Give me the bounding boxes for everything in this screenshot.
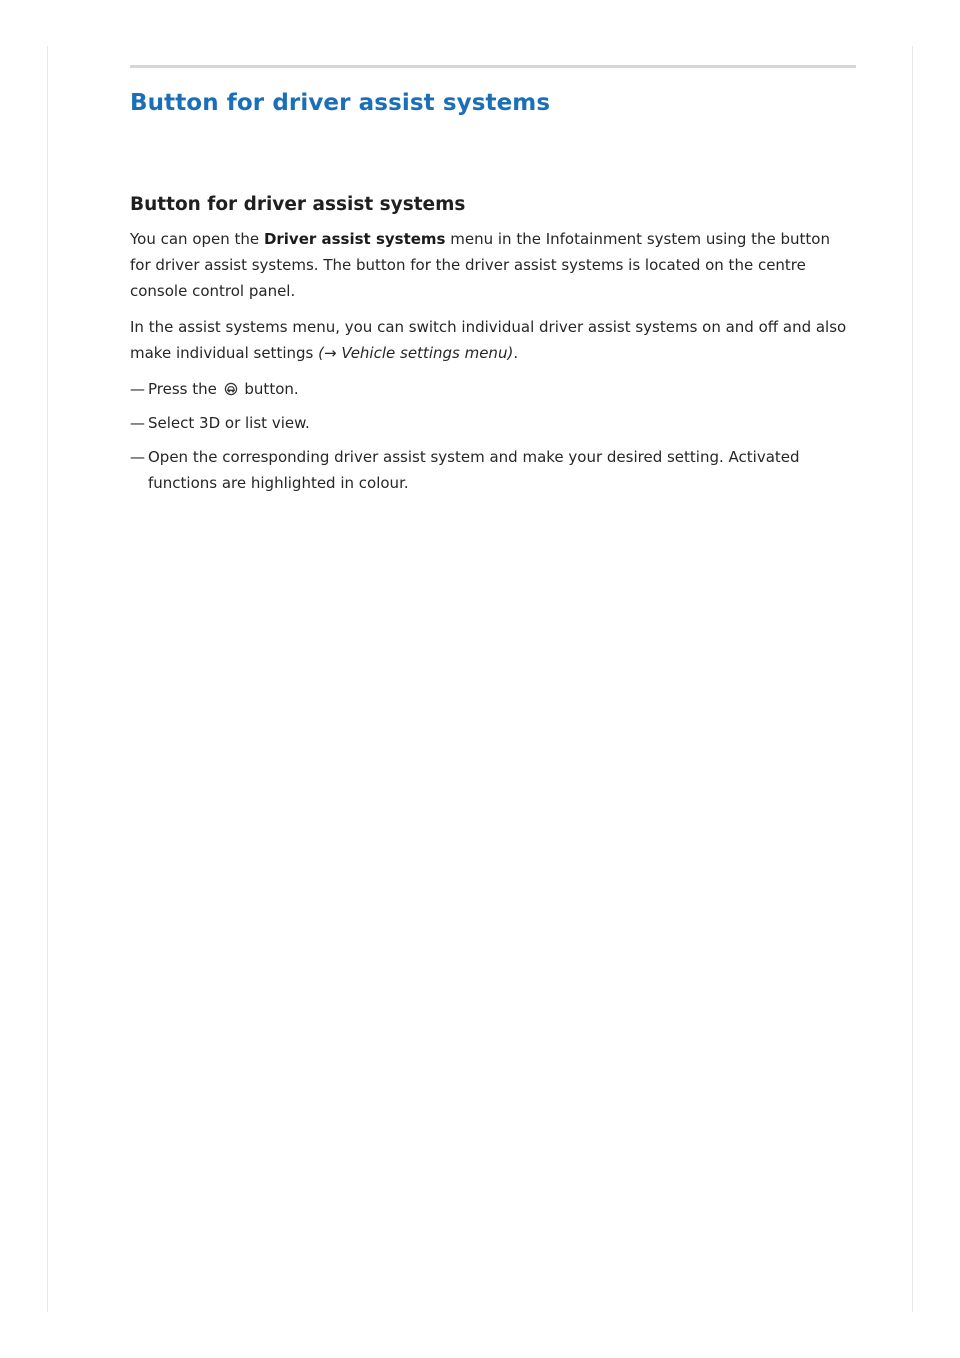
paragraph-intro-post: menu in the Infotainment system using the button for driver assist systems. The button for the driver assist systems is located on the centre console control panel. <box>130 230 830 300</box>
step-dash: — <box>130 380 145 398</box>
paragraph-assist-post: . <box>513 344 519 362</box>
step-text-post: button. <box>239 380 299 398</box>
step-text-pre: Press the <box>148 380 222 398</box>
cross-reference-open: ( <box>318 344 324 362</box>
instruction-steps <box>130 376 850 496</box>
chapter-title: Button for driver assist systems <box>130 90 551 116</box>
page-border-left <box>47 46 48 1312</box>
step-item <box>130 376 850 402</box>
step-text: Open the corresponding driver assist system and make your desired setting. Activated functions are highlighted in colour. <box>148 448 800 492</box>
page-border-right <box>912 46 913 1312</box>
section-content <box>130 190 850 504</box>
cross-reference-text: Vehicle settings menu) <box>336 344 514 362</box>
paragraph-intro <box>130 226 850 304</box>
step-dash: — <box>130 448 145 466</box>
cross-reference-link[interactable] <box>318 344 513 362</box>
paragraph-intro-pre: You can open the <box>130 230 264 248</box>
step-dash: — <box>130 414 145 432</box>
step-text: Select 3D or list view. <box>148 414 310 432</box>
menu-name-driver-assist: Driver assist systems <box>263 230 446 248</box>
step-item <box>130 444 850 496</box>
arrow-right-icon: → <box>323 344 337 362</box>
section-title: Button for driver assist systems <box>130 194 466 215</box>
step-item <box>130 410 850 436</box>
header-divider <box>130 65 856 68</box>
paragraph-assist-menu <box>130 314 850 366</box>
paragraph-assist-pre: In the assist systems menu, you can switch individual driver assist systems on and off and also make individual settings <box>130 318 847 362</box>
driver-assist-icon <box>224 378 238 392</box>
